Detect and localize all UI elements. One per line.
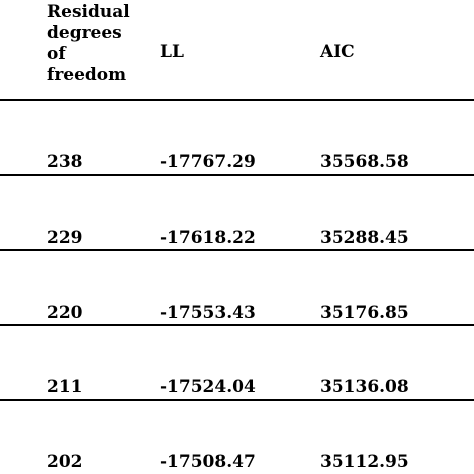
row-3-aic: 35176.85 <box>320 303 409 323</box>
row-4-aic: 35136.08 <box>320 377 409 397</box>
header-residual-line-4: freedom <box>47 65 127 85</box>
row-5-aic: 35112.95 <box>320 452 409 472</box>
row-2-df: 229 <box>47 228 83 248</box>
header-aic: AIC <box>320 42 355 62</box>
row-3-ll: -17553.43 <box>160 303 256 323</box>
row-4-ll: -17524.04 <box>160 377 256 397</box>
header-residual-line-1: Residual <box>47 2 130 22</box>
row-rule <box>0 249 474 251</box>
row-1-ll: -17767.29 <box>160 152 256 172</box>
row-4-df: 211 <box>47 377 83 397</box>
header-ll: LL <box>160 42 184 62</box>
row-1-df: 238 <box>47 152 83 172</box>
header-rule <box>0 99 474 101</box>
header-residual-line-3: of <box>47 44 66 64</box>
row-2-aic: 35288.45 <box>320 228 409 248</box>
header-residual-line-2: degrees <box>47 23 122 43</box>
row-rule <box>0 399 474 401</box>
row-1-aic: 35568.58 <box>320 152 409 172</box>
row-2-ll: -17618.22 <box>160 228 256 248</box>
row-rule <box>0 174 474 176</box>
row-3-df: 220 <box>47 303 83 323</box>
row-5-ll: -17508.47 <box>160 452 256 472</box>
row-5-df: 202 <box>47 452 83 472</box>
row-rule <box>0 324 474 326</box>
header-residual-df <box>47 2 147 86</box>
